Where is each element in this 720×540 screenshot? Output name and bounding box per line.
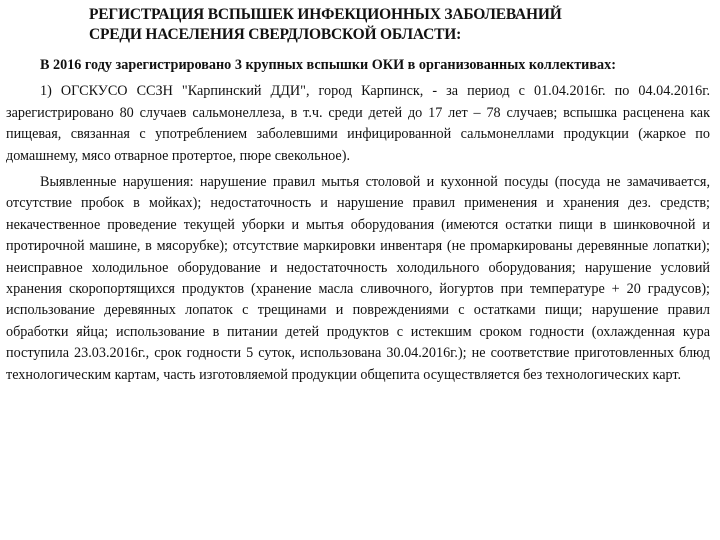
title-line-1: РЕГИСТРАЦИЯ ВСПЫШЕК ИНФЕКЦИОННЫХ ЗАБОЛЕВАНИЙ bbox=[89, 6, 562, 23]
title-line-2: СРЕДИ НАСЕЛЕНИЯ СВЕРДЛОВСКОЙ ОБЛАСТИ: bbox=[89, 26, 462, 43]
paragraph-outbreak-1: 1) ОГСКУСО ССЗН "Карпинский ДДИ", город Карпинск, - за период с 01.04.2016г. по 04.04.2016г. зарегистрировано 80 случаев сальмонеллеза, в т.ч. среди детей до 17 лет – 78 случаев; вспышка расценена как пищевая, связанная с употреблением заболевшими инфицированной сальмонеллами продукции (жаркое по домашнему, мясо отварное протертое, пюре свекольное). bbox=[6, 83, 710, 164]
body-text bbox=[6, 55, 710, 391]
page-title bbox=[89, 5, 649, 45]
paragraph-violations: Выявленные нарушения: нарушение правил мытья столовой и кухонной посуды (посуда не замачивается, отсутствие пробок в мойках); недостаточность и нарушение правил применения и хранения дез. средств; некачественное проведение текущей уборки и мытья оборудования (имеются остатки пищи в шинковочной и протирочной машине, в мясорубке); отсутствие маркировки инвентаря (не промаркированы деревянные лопатки); неисправное холодильное оборудование и недостаточность холодильного оборудования; нарушение условий хранения скоропортящихся продуктов (хранение масла сливочного, йогуртов при температуре + 20 градусов); использование деревянных лопаток с трещинами и повреждениями с остатками пищи; нарушение правил обработки яйца; использование в питании детей продуктов с истекшим сроком годности (охлажденная кура поступила 23.03.2016г., срок годности 5 суток, использована 30.04.2016г.); не соответствие приготовленных блюд технологическим картам, часть изготовляемой продукции общепита осуществляется без технологических карт. bbox=[6, 174, 710, 383]
paragraph-intro: В 2016 году зарегистрировано 3 крупных вспышки ОКИ в организованных коллективах: bbox=[40, 57, 616, 73]
